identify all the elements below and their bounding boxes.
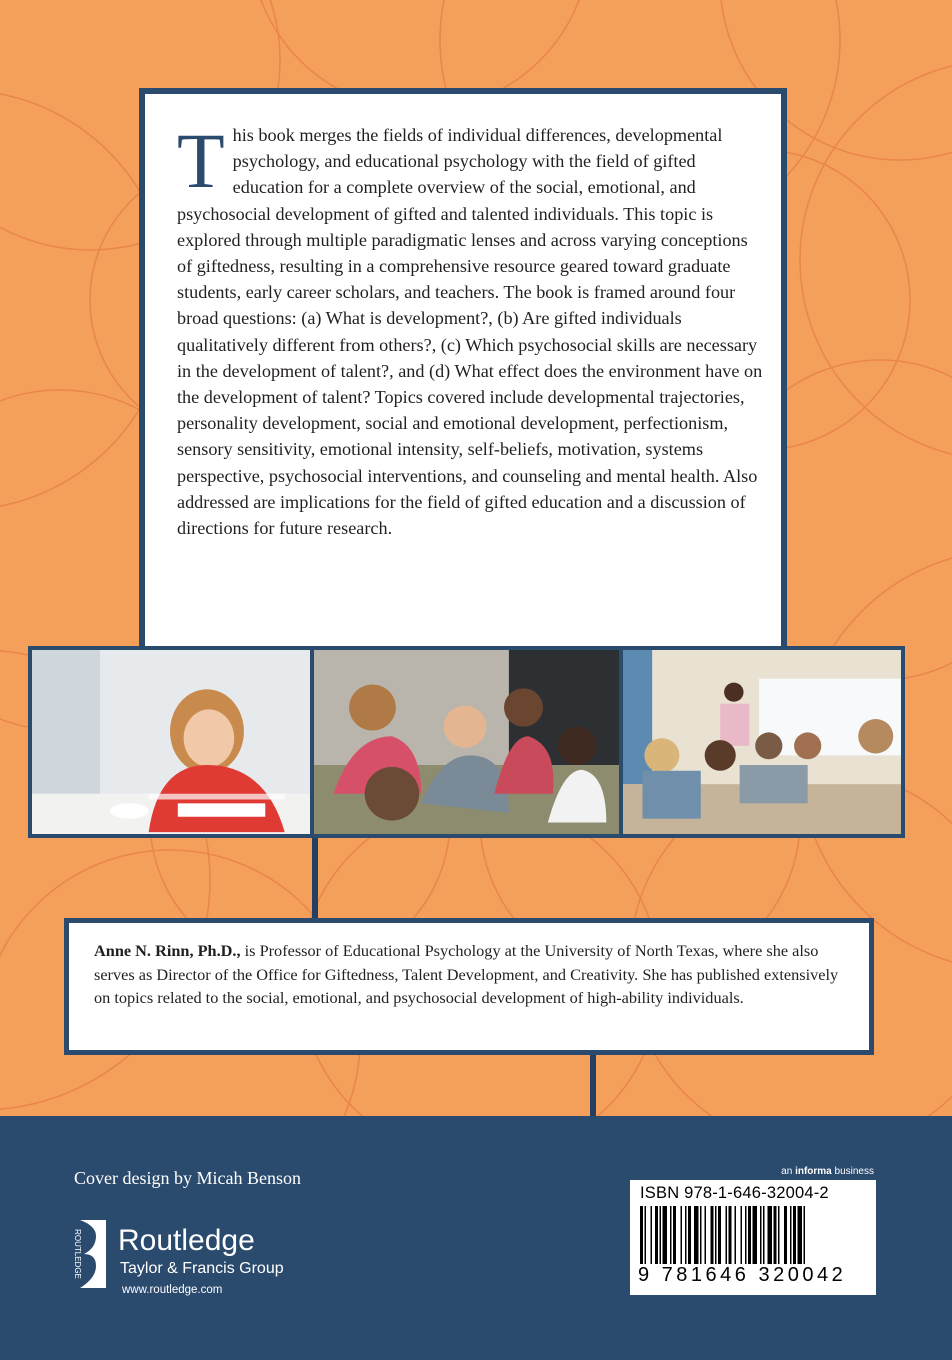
barcode-bar xyxy=(694,1206,699,1270)
author-bio-text: is Professor of Educational Psychology at the University of North Texas, where she also serves as Director of the Office for Giftedness, Talent Development, and Creativity. She has published extensively on topics related to the social, emotional, and psychosocial development of high-ability individuals. xyxy=(94,941,839,1008)
barcode-bar xyxy=(735,1206,737,1270)
informa-tagline: an informa business xyxy=(781,1166,874,1177)
barcode-bar xyxy=(673,1206,676,1270)
barcode-bar xyxy=(760,1206,762,1270)
blurb-text xyxy=(177,117,767,541)
publisher-name: Routledge xyxy=(118,1224,255,1257)
cover-design-credit: Cover design by Micah Benson xyxy=(74,1168,301,1188)
barcode-bar xyxy=(711,1206,714,1270)
barcode-bar xyxy=(670,1206,672,1270)
barcode-bar xyxy=(790,1206,792,1270)
author-bio xyxy=(94,939,854,1010)
barcode-bar xyxy=(774,1206,777,1270)
drop-cap: T xyxy=(177,117,225,204)
publisher-url[interactable]: www.routledge.com xyxy=(122,1284,223,1296)
blurb-body: his book merges the fields of individual differences, developmental psychology, and educational psychology with the field of gifted education for a complete overview of the social, emotional, and psychosocial development of gifted and talented individuals. This topic is explored through multiple paradigmatic lenses and across varying conceptions of giftedness, resulting in a comprehensive resource geared toward graduate students, early career scholars, and teachers. The book is framed around four broad questions: (a) What is development?, (b) Are gifted individuals qualitatively different from others?, (c) Which psychosocial skills are necessary in the development of talent?, and (d) What effect does the environment have on the development of talent? Topics covered include developmental trajectories, personality development, social and emotional development, perfectionism, sensory sensitivity, emotional intensity, self-beliefs, motivation, systems perspective, psychosocial interventions, and counseling and mental health. Also addressed are implications for the field of gifted education and a discussion of directions for future research. xyxy=(177,125,763,539)
barcode-bar xyxy=(685,1206,687,1270)
author-bio-panel xyxy=(64,918,874,1055)
barcode-bar xyxy=(655,1206,658,1270)
photo-student-writing xyxy=(28,646,314,838)
barcode-bar xyxy=(745,1206,747,1270)
publisher-group: Taylor & Francis Group xyxy=(120,1260,284,1277)
barcode-box xyxy=(630,1180,876,1295)
barcode-bar xyxy=(784,1206,787,1270)
barcode-bar xyxy=(663,1206,668,1270)
barcode-bar xyxy=(763,1206,765,1270)
connector-line xyxy=(312,836,318,920)
footer xyxy=(0,1116,952,1360)
barcode-number: 9 781646 320042 xyxy=(638,1264,847,1286)
barcode-bar xyxy=(793,1206,796,1270)
barcode-bar xyxy=(741,1206,743,1270)
barcode-bar xyxy=(651,1206,653,1270)
barcode-bar xyxy=(700,1206,702,1270)
barcode-bar xyxy=(753,1206,758,1270)
barcode-bar xyxy=(718,1206,721,1270)
connector-line xyxy=(590,1052,596,1118)
barcode-bar xyxy=(660,1206,662,1270)
barcode-bar xyxy=(778,1206,780,1270)
isbn-label: ISBN 978-1-646-32004-2 xyxy=(640,1184,829,1202)
barcode-bar xyxy=(729,1206,732,1270)
routledge-mark-text: ROUTLEDGE xyxy=(73,1229,82,1279)
photo-students-group xyxy=(310,646,623,838)
barcode-bar xyxy=(705,1206,707,1270)
informa-brand: informa xyxy=(795,1166,832,1177)
routledge-mark-icon xyxy=(66,1218,112,1290)
barcode-bar xyxy=(715,1206,717,1270)
barcode-bar xyxy=(688,1206,691,1270)
barcode-bar xyxy=(748,1206,751,1270)
barcode-bar xyxy=(681,1206,683,1270)
blurb-panel xyxy=(139,88,787,653)
routledge-logo xyxy=(66,1218,296,1308)
barcode-bar xyxy=(798,1206,803,1270)
barcode-bar xyxy=(768,1206,773,1270)
photo-classroom xyxy=(619,646,905,838)
author-name: Anne N. Rinn, Ph.D., xyxy=(94,941,241,960)
